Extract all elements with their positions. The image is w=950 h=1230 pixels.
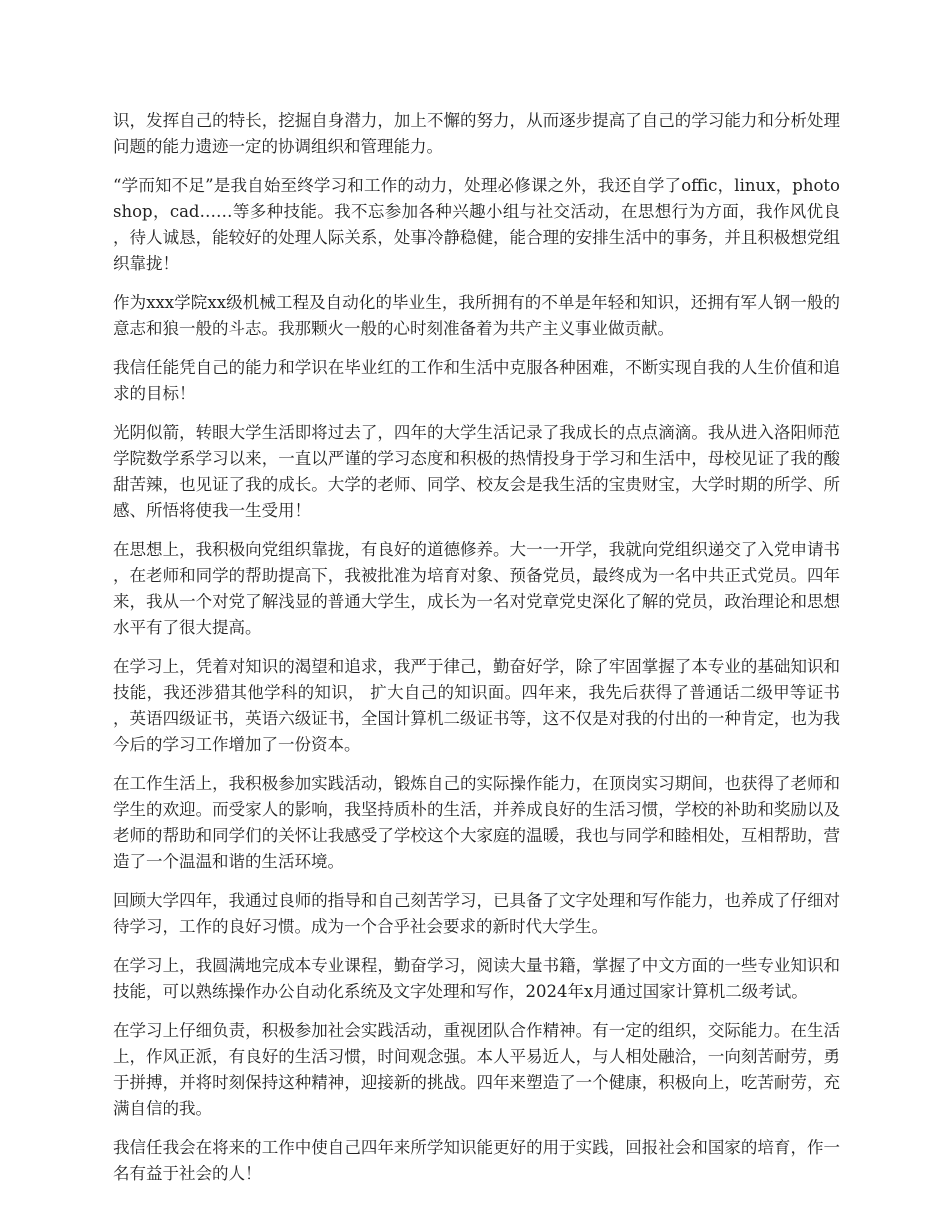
paragraph: 在学习上，我圆满地完成本专业课程，勤奋学习，阅读大量书籍，掌握了中文方面的一些专业知识和技能，可以熟练操作办公自动化系统及文字处理和写作，2024年x月通过国家计算机二级考试。 <box>113 956 840 1001</box>
paragraph: 我信任我会在将来的工作中使自己四年来所学知识能更好的用于实践，回报社会和国家的培育，作一名有益于社会的人！ <box>113 1138 840 1183</box>
paragraph: 在学习上，凭着对知识的渴望和追求，我严于律己，勤奋好学，除了牢固掌握了本专业的基础知识和技能，我还涉猎其他学科的知识， 扩大自己的知识面。四年来，我先后获得了普通话二级甲等证书，英语四级证书，英语六级证书，全国计算机二级证书等，这不仅是对我的付出的一种肯定，也为我今后的学习工作增加了一份资本。 <box>113 657 840 754</box>
paragraph: 回顾大学四年，我通过良师的指导和自己刻苦学习，已具备了文字处理和写作能力，也养成了仔细对待学习，工作的良好习惯。成为一个合乎社会要求的新时代大学生。 <box>113 891 840 936</box>
paragraph: 在思想上，我积极向党组织靠拢，有良好的道德修养。大一一开学，我就向党组织递交了入党申请书，在老师和同学的帮助提高下，我被批准为培育对象、预备党员，最终成为一名中共正式党员。四年来，我从一个对党了解浅显的普通大学生，成长为一名对党章党史深化了解的党员，政治理论和思想水平有了很大提高。 <box>113 540 840 637</box>
paragraph: 识，发挥自己的特长，挖掘自身潜力，加上不懈的努力，从而逐步提高了自己的学习能力和分析处理问题的能力遗迹一定的协调组织和管理能力。 <box>113 111 840 156</box>
paragraph: 光阴似箭，转眼大学生活即将过去了，四年的大学生活记录了我成长的点点滴滴。我从进入洛阳师范学院数学系学习以来，一直以严谨的学习态度和积极的热情投身于学习和生活中，母校见证了我的酸甜苦辣，也见证了我的成长。大学的老师、同学、校友会是我生活的宝贵财宝，大学时期的所学、所感、所悟将使我一生受用！ <box>113 423 840 520</box>
paragraph: 在学习上仔细负责，积极参加社会实践活动，重视团队合作精神。有一定的组织，交际能力。在生活上，作风正派，有良好的生活习惯，时间观念强。本人平易近人，与人相处融洽，一向刻苦耐劳，勇于拼搏，并将时刻保持这种精神，迎接新的挑战。四年来塑造了一个健康，积极向上，吃苦耐劳，充满自信的我。 <box>113 1021 840 1118</box>
paragraph: 在工作生活上，我积极参加实践活动，锻炼自己的实际操作能力，在顶岗实习期间，也获得了老师和学生的欢迎。而受家人的影响，我坚持质朴的生活，并养成良好的生活习惯，学校的补助和奖励以及老师的帮助和同学们的关怀让我感受了学校这个大家庭的温暖，我也与同学和睦相处，互相帮助，营造了一个温温和谐的生活环境。 <box>113 774 840 871</box>
paragraph: “学而知不足”是我自始至终学习和工作的动力，处理必修课之外，我还自学了offic，linux，photoshop，cad……等多种技能。我不忘参加各种兴趣小组与社交活动，在思想行为方面，我作风优良，待人诚恳，能较好的处理人际关系，处事冷静稳健，能合理的安排生活中的事务，并且积极想党组织靠拢！ <box>113 176 840 273</box>
paragraph: 作为xxx学院xx级机械工程及自动化的毕业生，我所拥有的不单是年轻和知识，还拥有军人钢一般的意志和狼一般的斗志。我那颗火一般的心时刻准备着为共产主义事业做贡献。 <box>113 293 840 338</box>
paragraph: 我信任能凭自己的能力和学识在毕业红的工作和生活中克服各种困难，不断实现自我的人生价值和追求的目标！ <box>113 358 840 403</box>
document-body <box>113 108 840 1200</box>
